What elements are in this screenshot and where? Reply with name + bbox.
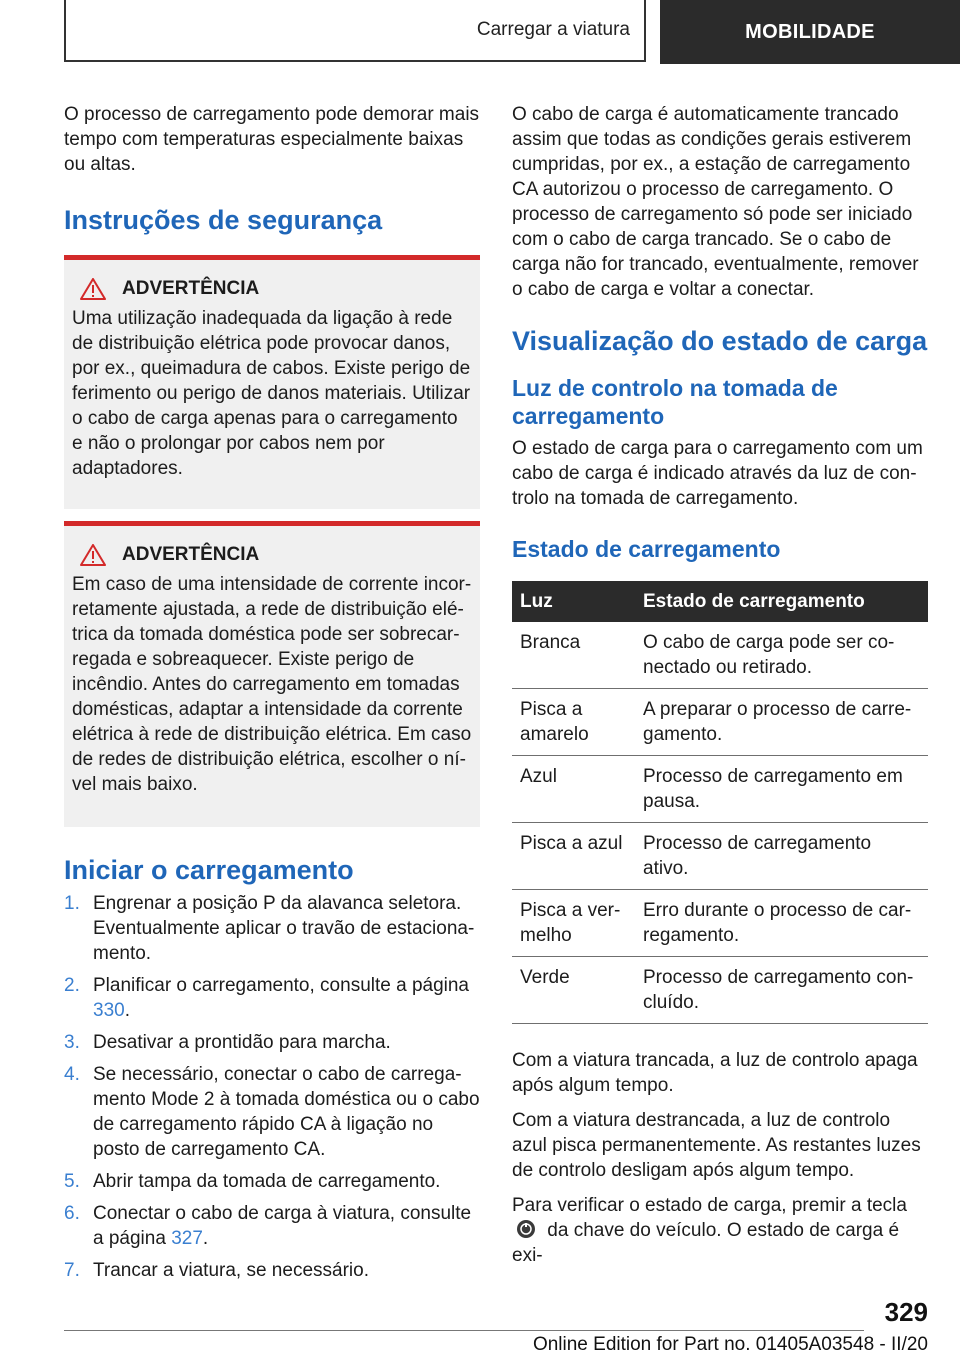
warning-title: ADVERTÊNCIA xyxy=(72,544,472,566)
light-cell: Azul xyxy=(512,756,635,823)
left-column xyxy=(64,102,480,1290)
table-row xyxy=(512,622,928,689)
right-column xyxy=(512,102,928,1278)
charging-status-heading: Estado de carregamento xyxy=(512,536,781,562)
page-link[interactable]: 327 xyxy=(171,1228,203,1249)
page-number: 329 xyxy=(884,1297,928,1327)
locked-paragraph: Com a viatura trancada, a luz de controlo apaga após algum tempo. xyxy=(512,1050,918,1096)
intro-paragraph: O cabo de carga é automaticamente trancado assim que todas as condições gerais estiverem cumpridas, por ex., a estação de carregamento CA autorizou o processo de carregamento. O processo de carregamento só pode ser iniciado com o cabo de carga trancado. Se o cabo de carga não for trancado, eventualmente, remover o cabo de carga e voltar a conectar. xyxy=(512,104,919,300)
light-cell: Pisca a amarelo xyxy=(512,689,635,756)
warning-box xyxy=(64,521,480,827)
light-cell: Verde xyxy=(512,957,635,1024)
warning-text: Uma utilização inadequada da ligação à rede de distribuição elétrica pode provocar danos, por ex., queimadura de cabos. Existe perigo de ferimento ou perigo de danos materiais. Utilizar o cabo de carga apenas para o carregamento e não o prolongar por cabos nem por adaptadores. xyxy=(72,308,471,479)
section-title: Carregar a viatura xyxy=(64,0,646,62)
warning-box xyxy=(64,255,480,509)
charging-status-table xyxy=(512,581,928,1024)
light-cell: Pisca a azul xyxy=(512,823,635,890)
control-light-heading: Luz de controlo na tomada de carregamento xyxy=(512,375,838,429)
column-header: Luz xyxy=(512,581,635,622)
warning-text: Em caso de uma intensidade de corrente incorretamente ajustada, a rede de distribuição elétrica da tomada doméstica pode ser sobrecarregada e sobreaquecer. Existe perigo de incêndio. Antes do carregamento em tomadas domésticas, adaptar a intensidade da corrente elétrica à rede de distribuição elétrica. Em caso de redes de distribuição elétrica, escolher o nível mais baixo. xyxy=(72,574,472,795)
charge-display-heading: Visualização do estado de carga xyxy=(512,326,928,356)
table-row xyxy=(512,756,928,823)
control-light-text: O estado de carga para o carregamento com um cabo de carga é indicado através da luz de controlo na tomada de carregamento. xyxy=(512,438,923,509)
warning-triangle-icon xyxy=(80,278,106,300)
list-item: 6. Conectar o cabo de carga à viatura, consulte a página 327. xyxy=(64,1203,472,1249)
table-header-row xyxy=(512,581,928,622)
page-header xyxy=(64,0,960,64)
warning-title: ADVERTÊNCIA xyxy=(72,278,472,300)
footer-divider xyxy=(64,1330,864,1331)
status-cell: A preparar o processo de carregamento. xyxy=(635,689,928,756)
safety-heading: Instruções de segurança xyxy=(64,205,383,235)
column-header: Estado de carregamento xyxy=(635,581,928,622)
intro-paragraph: O processo de carregamento pode demorar mais tempo com temperaturas especialmente baixas ou altas. xyxy=(64,104,480,175)
status-cell: Processo de carregamento em pausa. xyxy=(635,756,928,823)
list-item: 4. Se necessário, conectar o cabo de carregamento Mode 2 à tomada doméstica ou o cabo de carregamento rápido CA à ligação no posto de carregamento CA. xyxy=(64,1064,480,1160)
unlocked-paragraph: Com a viatura destrancada, a luz de controlo azul pisca permanentemente. As restantes luzes de controlo desligam após algum tempo. xyxy=(512,1110,921,1181)
list-item: 2. Planificar o carregamento, consulte a página 330. xyxy=(64,975,470,1021)
start-charging-heading: Iniciar o carregamento xyxy=(64,855,354,885)
light-cell: Pisca a vermelho xyxy=(512,890,635,957)
table-row xyxy=(512,689,928,756)
status-cell: O cabo de carga pode ser conectado ou retirado. xyxy=(635,622,928,689)
list-item: 7. Trancar a viatura, se necessário. xyxy=(64,1260,369,1281)
list-item: 5. Abrir tampa da tomada de carregamento. xyxy=(64,1171,441,1192)
table-row xyxy=(512,823,928,890)
status-cell: Processo de carregamento ativo. xyxy=(635,823,928,890)
list-item: 3. Desativar a prontidão para marcha. xyxy=(64,1032,391,1053)
chapter-tab: MOBILIDADE xyxy=(660,0,960,64)
warning-triangle-icon xyxy=(80,544,106,566)
list-item: 1. Engrenar a posição P da alavanca seletora. Eventualmente aplicar o travão de estacionamento. xyxy=(64,893,475,964)
check-status-paragraph: Para verificar o estado de carga, premir a tecla da chave do veículo. O estado de carga é exi- xyxy=(512,1195,907,1266)
status-cell: Processo de carregamento concluído. xyxy=(635,957,928,1024)
table-row xyxy=(512,957,928,1024)
steps-list xyxy=(64,891,480,1283)
key-button-icon xyxy=(514,1219,538,1239)
table-row xyxy=(512,890,928,957)
page-link[interactable]: 330 xyxy=(93,1000,125,1021)
status-cell: Erro durante o processo de carregamento. xyxy=(635,890,928,957)
edition-footer: Online Edition for Part no. 01405A03548 - II/20 xyxy=(532,1334,928,1355)
light-cell: Branca xyxy=(512,622,635,689)
